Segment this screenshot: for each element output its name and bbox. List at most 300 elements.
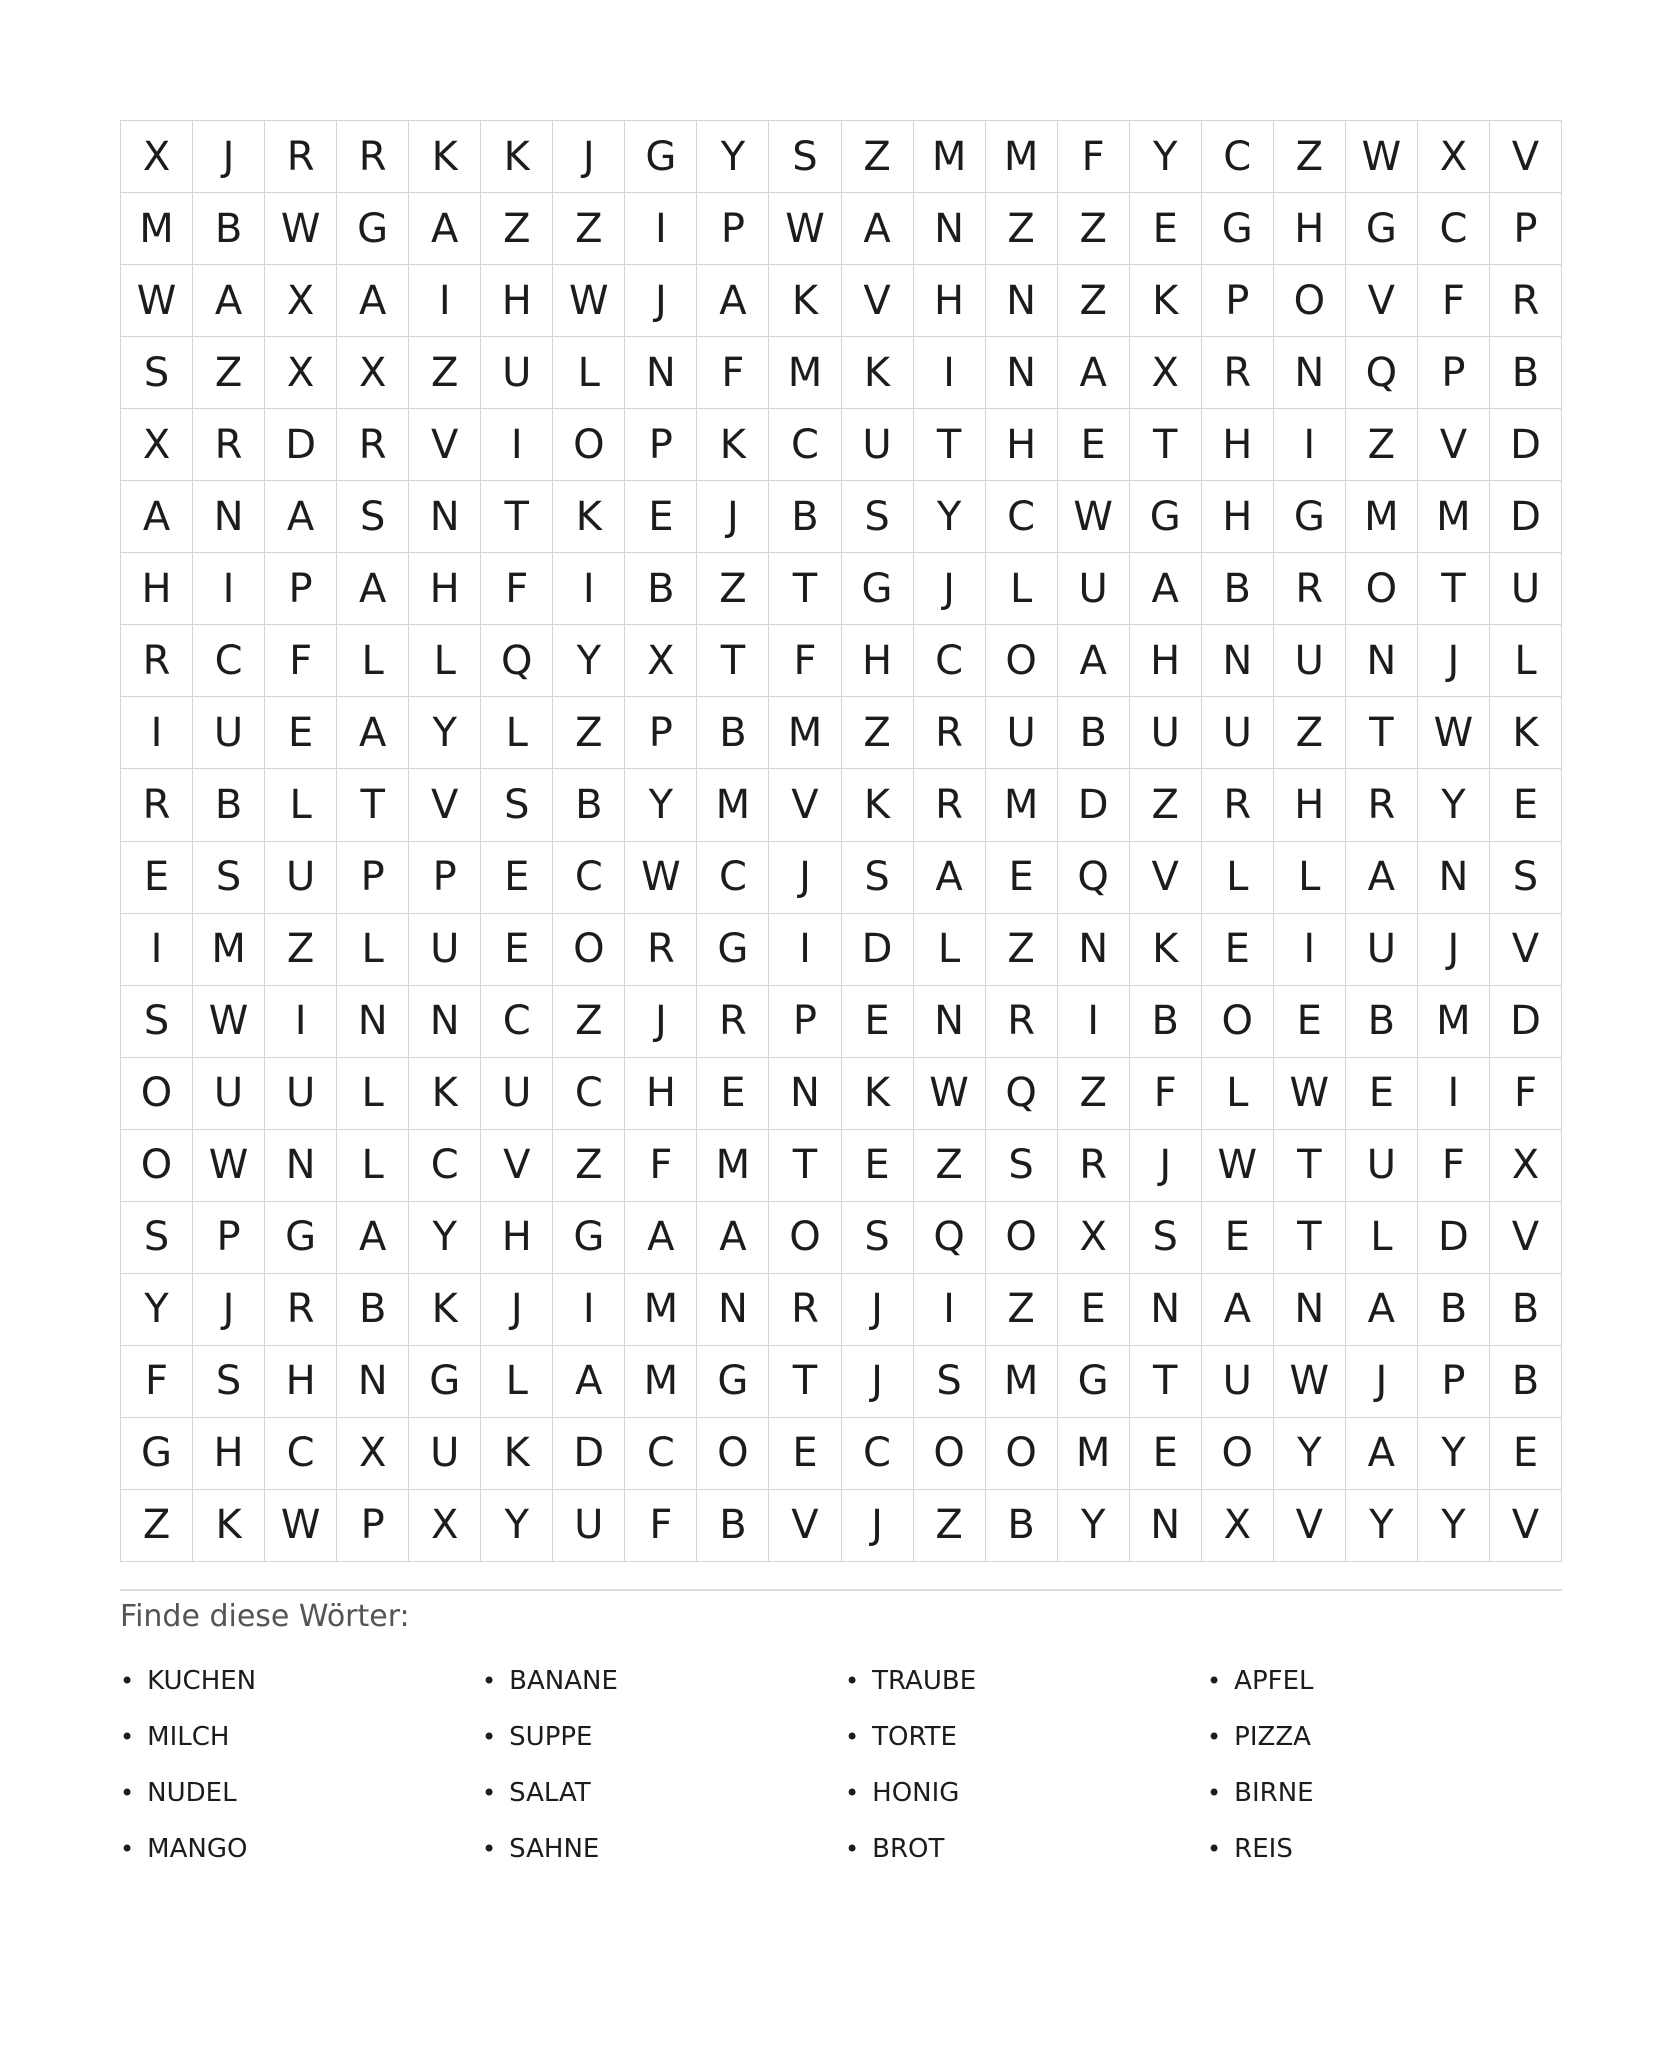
grid-cell[interactable]: A — [697, 265, 769, 337]
grid-cell[interactable]: I — [914, 1274, 986, 1346]
grid-cell[interactable]: W — [769, 193, 841, 265]
grid-cell[interactable]: A — [265, 481, 337, 553]
grid-cell[interactable]: X — [1058, 1202, 1130, 1274]
grid-cell[interactable]: E — [697, 1058, 769, 1130]
grid-cell[interactable]: V — [481, 1130, 553, 1202]
grid-cell[interactable]: R — [625, 914, 697, 986]
grid-cell[interactable]: P — [337, 842, 409, 914]
grid-cell[interactable]: Z — [842, 121, 914, 193]
grid-cell[interactable]: Z — [914, 1490, 986, 1562]
grid-cell[interactable]: A — [842, 193, 914, 265]
grid-cell[interactable]: P — [697, 193, 769, 265]
grid-cell[interactable]: H — [986, 409, 1058, 481]
grid-cell[interactable]: U — [193, 1058, 265, 1130]
grid-cell[interactable]: K — [409, 1274, 481, 1346]
grid-cell[interactable]: V — [769, 769, 841, 841]
grid-cell[interactable]: U — [409, 1418, 481, 1490]
grid-cell[interactable]: S — [193, 842, 265, 914]
grid-cell[interactable]: I — [625, 193, 697, 265]
grid-cell[interactable]: U — [409, 914, 481, 986]
grid-cell[interactable]: Y — [1130, 121, 1202, 193]
grid-cell[interactable]: A — [553, 1346, 625, 1418]
grid-cell[interactable]: G — [553, 1202, 625, 1274]
grid-cell[interactable]: S — [842, 481, 914, 553]
grid-cell[interactable]: X — [625, 625, 697, 697]
grid-cell[interactable]: W — [265, 1490, 337, 1562]
grid-cell[interactable]: H — [842, 625, 914, 697]
grid-cell[interactable]: N — [1202, 625, 1274, 697]
grid-cell[interactable]: B — [1490, 1346, 1562, 1418]
grid-cell[interactable]: B — [1130, 986, 1202, 1058]
grid-cell[interactable]: J — [481, 1274, 553, 1346]
grid-cell[interactable]: U — [481, 337, 553, 409]
grid-cell[interactable]: I — [1418, 1058, 1490, 1130]
grid-cell[interactable]: D — [265, 409, 337, 481]
grid-cell[interactable]: J — [1418, 914, 1490, 986]
grid-cell[interactable]: F — [769, 625, 841, 697]
grid-cell[interactable]: G — [625, 121, 697, 193]
grid-cell[interactable]: W — [193, 1130, 265, 1202]
grid-cell[interactable]: Z — [1058, 193, 1130, 265]
grid-cell[interactable]: G — [121, 1418, 193, 1490]
grid-cell[interactable]: T — [481, 481, 553, 553]
grid-cell[interactable]: B — [193, 193, 265, 265]
grid-cell[interactable]: J — [697, 481, 769, 553]
grid-cell[interactable]: Z — [986, 914, 1058, 986]
grid-cell[interactable]: U — [1058, 553, 1130, 625]
grid-cell[interactable]: M — [769, 697, 841, 769]
grid-cell[interactable]: O — [121, 1130, 193, 1202]
grid-cell[interactable]: U — [265, 1058, 337, 1130]
grid-cell[interactable]: R — [1202, 337, 1274, 409]
grid-cell[interactable]: G — [1058, 1346, 1130, 1418]
grid-cell[interactable]: R — [337, 409, 409, 481]
grid-cell[interactable]: W — [1418, 697, 1490, 769]
grid-cell[interactable]: M — [1418, 986, 1490, 1058]
grid-cell[interactable]: R — [914, 697, 986, 769]
grid-cell[interactable]: L — [265, 769, 337, 841]
grid-cell[interactable]: A — [1346, 1418, 1418, 1490]
grid-cell[interactable]: E — [1274, 986, 1346, 1058]
grid-cell[interactable]: W — [193, 986, 265, 1058]
grid-cell[interactable]: C — [914, 625, 986, 697]
grid-cell[interactable]: N — [1130, 1490, 1202, 1562]
grid-cell[interactable]: Y — [1418, 1418, 1490, 1490]
grid-cell[interactable]: R — [265, 1274, 337, 1346]
grid-cell[interactable]: V — [1490, 1490, 1562, 1562]
grid-cell[interactable]: N — [769, 1058, 841, 1130]
grid-cell[interactable]: J — [842, 1274, 914, 1346]
grid-cell[interactable]: P — [265, 553, 337, 625]
grid-cell[interactable]: H — [1274, 193, 1346, 265]
grid-cell[interactable]: N — [409, 986, 481, 1058]
grid-cell[interactable]: Z — [842, 697, 914, 769]
grid-cell[interactable]: T — [914, 409, 986, 481]
grid-cell[interactable]: L — [481, 697, 553, 769]
grid-cell[interactable]: N — [265, 1130, 337, 1202]
grid-cell[interactable]: H — [265, 1346, 337, 1418]
grid-cell[interactable]: Z — [553, 1130, 625, 1202]
grid-cell[interactable]: E — [481, 914, 553, 986]
grid-cell[interactable]: N — [697, 1274, 769, 1346]
grid-cell[interactable]: C — [193, 625, 265, 697]
grid-cell[interactable]: K — [1130, 914, 1202, 986]
grid-cell[interactable]: P — [769, 986, 841, 1058]
grid-cell[interactable]: R — [1274, 553, 1346, 625]
grid-cell[interactable]: L — [986, 553, 1058, 625]
grid-cell[interactable]: C — [842, 1418, 914, 1490]
grid-cell[interactable]: N — [1274, 1274, 1346, 1346]
grid-cell[interactable]: S — [121, 337, 193, 409]
grid-cell[interactable]: I — [1274, 914, 1346, 986]
grid-cell[interactable]: N — [1130, 1274, 1202, 1346]
grid-cell[interactable]: V — [1490, 121, 1562, 193]
grid-cell[interactable]: U — [1202, 697, 1274, 769]
grid-cell[interactable]: Y — [625, 769, 697, 841]
grid-cell[interactable]: C — [769, 409, 841, 481]
grid-cell[interactable]: Y — [409, 1202, 481, 1274]
grid-cell[interactable]: N — [986, 337, 1058, 409]
grid-cell[interactable]: V — [1130, 842, 1202, 914]
grid-cell[interactable]: B — [625, 553, 697, 625]
grid-cell[interactable]: T — [697, 625, 769, 697]
grid-cell[interactable]: B — [1490, 337, 1562, 409]
grid-cell[interactable]: W — [1202, 1130, 1274, 1202]
grid-cell[interactable]: O — [1346, 553, 1418, 625]
grid-cell[interactable]: Y — [697, 121, 769, 193]
grid-cell[interactable]: L — [1274, 842, 1346, 914]
grid-cell[interactable]: C — [1202, 121, 1274, 193]
grid-cell[interactable]: H — [1202, 481, 1274, 553]
grid-cell[interactable]: O — [769, 1202, 841, 1274]
grid-cell[interactable]: E — [265, 697, 337, 769]
grid-cell[interactable]: X — [1418, 121, 1490, 193]
grid-cell[interactable]: B — [697, 1490, 769, 1562]
grid-cell[interactable]: C — [553, 1058, 625, 1130]
grid-cell[interactable]: R — [1058, 1130, 1130, 1202]
grid-cell[interactable]: X — [265, 265, 337, 337]
grid-cell[interactable]: B — [1346, 986, 1418, 1058]
grid-cell[interactable]: O — [1202, 1418, 1274, 1490]
grid-cell[interactable]: N — [986, 265, 1058, 337]
grid-cell[interactable]: E — [481, 842, 553, 914]
grid-cell[interactable]: I — [481, 409, 553, 481]
grid-cell[interactable]: E — [842, 986, 914, 1058]
grid-cell[interactable]: U — [193, 697, 265, 769]
grid-cell[interactable]: J — [1346, 1346, 1418, 1418]
grid-cell[interactable]: Z — [1274, 121, 1346, 193]
grid-cell[interactable]: T — [337, 769, 409, 841]
grid-cell[interactable]: Z — [409, 337, 481, 409]
grid-cell[interactable]: W — [553, 265, 625, 337]
grid-cell[interactable]: S — [121, 986, 193, 1058]
grid-cell[interactable]: U — [1202, 1346, 1274, 1418]
grid-cell[interactable]: M — [121, 193, 193, 265]
grid-cell[interactable]: A — [121, 481, 193, 553]
grid-cell[interactable]: G — [1130, 481, 1202, 553]
grid-cell[interactable]: X — [1202, 1490, 1274, 1562]
grid-cell[interactable]: J — [1130, 1130, 1202, 1202]
grid-cell[interactable]: G — [337, 193, 409, 265]
grid-cell[interactable]: J — [769, 842, 841, 914]
grid-cell[interactable]: F — [1058, 121, 1130, 193]
grid-cell[interactable]: Y — [481, 1490, 553, 1562]
grid-cell[interactable]: Z — [553, 697, 625, 769]
grid-cell[interactable]: A — [337, 1202, 409, 1274]
grid-cell[interactable]: O — [1202, 986, 1274, 1058]
grid-cell[interactable]: T — [1274, 1202, 1346, 1274]
grid-cell[interactable]: K — [769, 265, 841, 337]
grid-cell[interactable]: J — [625, 265, 697, 337]
grid-cell[interactable]: R — [769, 1274, 841, 1346]
grid-cell[interactable]: B — [986, 1490, 1058, 1562]
grid-cell[interactable]: C — [625, 1418, 697, 1490]
grid-cell[interactable]: M — [769, 337, 841, 409]
grid-cell[interactable]: F — [121, 1346, 193, 1418]
grid-cell[interactable]: Y — [121, 1274, 193, 1346]
grid-cell[interactable]: U — [1346, 914, 1418, 986]
grid-cell[interactable]: R — [193, 409, 265, 481]
grid-cell[interactable]: W — [265, 193, 337, 265]
grid-cell[interactable]: U — [986, 697, 1058, 769]
grid-cell[interactable]: K — [842, 337, 914, 409]
grid-cell[interactable]: Q — [481, 625, 553, 697]
grid-cell[interactable]: L — [481, 1346, 553, 1418]
grid-cell[interactable]: V — [1274, 1490, 1346, 1562]
grid-cell[interactable]: H — [193, 1418, 265, 1490]
grid-cell[interactable]: P — [1490, 193, 1562, 265]
grid-cell[interactable]: Z — [914, 1130, 986, 1202]
grid-cell[interactable]: E — [986, 842, 1058, 914]
grid-cell[interactable]: L — [914, 914, 986, 986]
grid-cell[interactable]: W — [121, 265, 193, 337]
grid-cell[interactable]: I — [409, 265, 481, 337]
grid-cell[interactable]: P — [193, 1202, 265, 1274]
grid-cell[interactable]: H — [1274, 769, 1346, 841]
grid-cell[interactable]: R — [1202, 769, 1274, 841]
grid-cell[interactable]: N — [337, 986, 409, 1058]
grid-cell[interactable]: Z — [1274, 697, 1346, 769]
grid-cell[interactable]: N — [1418, 842, 1490, 914]
grid-cell[interactable]: N — [625, 337, 697, 409]
grid-cell[interactable]: Y — [1346, 1490, 1418, 1562]
grid-cell[interactable]: C — [265, 1418, 337, 1490]
grid-cell[interactable]: C — [481, 986, 553, 1058]
grid-cell[interactable]: L — [1490, 625, 1562, 697]
grid-cell[interactable]: P — [1418, 1346, 1490, 1418]
grid-cell[interactable]: Y — [409, 697, 481, 769]
grid-cell[interactable]: Y — [1418, 769, 1490, 841]
grid-cell[interactable]: S — [121, 1202, 193, 1274]
grid-cell[interactable]: X — [265, 337, 337, 409]
grid-cell[interactable]: B — [553, 769, 625, 841]
grid-cell[interactable]: D — [1418, 1202, 1490, 1274]
grid-cell[interactable]: O — [986, 1202, 1058, 1274]
grid-cell[interactable]: Z — [1058, 265, 1130, 337]
grid-cell[interactable]: S — [1130, 1202, 1202, 1274]
grid-cell[interactable]: D — [842, 914, 914, 986]
grid-cell[interactable]: A — [409, 193, 481, 265]
grid-cell[interactable]: V — [409, 409, 481, 481]
grid-cell[interactable]: R — [697, 986, 769, 1058]
grid-cell[interactable]: U — [265, 842, 337, 914]
grid-cell[interactable]: X — [1130, 337, 1202, 409]
grid-cell[interactable]: A — [914, 842, 986, 914]
grid-cell[interactable]: F — [625, 1490, 697, 1562]
grid-cell[interactable]: X — [121, 121, 193, 193]
grid-cell[interactable]: M — [697, 1130, 769, 1202]
grid-cell[interactable]: M — [625, 1346, 697, 1418]
grid-cell[interactable]: L — [409, 625, 481, 697]
grid-cell[interactable]: G — [1346, 193, 1418, 265]
grid-cell[interactable]: A — [1130, 553, 1202, 625]
grid-cell[interactable]: E — [1130, 193, 1202, 265]
grid-cell[interactable]: M — [697, 769, 769, 841]
grid-cell[interactable]: I — [121, 914, 193, 986]
grid-cell[interactable]: B — [1418, 1274, 1490, 1346]
grid-cell[interactable]: N — [1058, 914, 1130, 986]
grid-cell[interactable]: H — [481, 1202, 553, 1274]
grid-cell[interactable]: H — [625, 1058, 697, 1130]
grid-cell[interactable]: D — [1490, 986, 1562, 1058]
grid-cell[interactable]: G — [409, 1346, 481, 1418]
grid-cell[interactable]: I — [914, 337, 986, 409]
grid-cell[interactable]: E — [1130, 1418, 1202, 1490]
grid-cell[interactable]: K — [1490, 697, 1562, 769]
grid-cell[interactable]: E — [1058, 1274, 1130, 1346]
grid-cell[interactable]: R — [986, 986, 1058, 1058]
grid-cell[interactable]: F — [265, 625, 337, 697]
grid-cell[interactable]: I — [553, 1274, 625, 1346]
grid-cell[interactable]: Z — [1130, 769, 1202, 841]
grid-cell[interactable]: R — [265, 121, 337, 193]
grid-cell[interactable]: T — [769, 1346, 841, 1418]
grid-cell[interactable]: U — [1274, 625, 1346, 697]
grid-cell[interactable]: E — [625, 481, 697, 553]
grid-cell[interactable]: T — [769, 1130, 841, 1202]
grid-cell[interactable]: A — [1058, 625, 1130, 697]
grid-cell[interactable]: M — [1058, 1418, 1130, 1490]
grid-cell[interactable]: X — [409, 1490, 481, 1562]
grid-cell[interactable]: Y — [553, 625, 625, 697]
grid-cell[interactable]: I — [193, 553, 265, 625]
grid-cell[interactable]: M — [986, 121, 1058, 193]
grid-cell[interactable]: A — [1346, 1274, 1418, 1346]
grid-cell[interactable]: D — [1490, 481, 1562, 553]
grid-cell[interactable]: C — [986, 481, 1058, 553]
grid-cell[interactable]: S — [481, 769, 553, 841]
grid-cell[interactable]: B — [193, 769, 265, 841]
grid-cell[interactable]: H — [1130, 625, 1202, 697]
grid-cell[interactable]: S — [1490, 842, 1562, 914]
grid-cell[interactable]: I — [1058, 986, 1130, 1058]
grid-cell[interactable]: H — [914, 265, 986, 337]
grid-cell[interactable]: A — [625, 1202, 697, 1274]
grid-cell[interactable]: O — [986, 1418, 1058, 1490]
grid-cell[interactable]: E — [1490, 1418, 1562, 1490]
grid-cell[interactable]: W — [1346, 121, 1418, 193]
grid-cell[interactable]: L — [337, 914, 409, 986]
grid-cell[interactable]: O — [1274, 265, 1346, 337]
grid-cell[interactable]: H — [1202, 409, 1274, 481]
grid-cell[interactable]: Y — [1418, 1490, 1490, 1562]
grid-cell[interactable]: L — [337, 1058, 409, 1130]
grid-cell[interactable]: R — [121, 769, 193, 841]
grid-cell[interactable]: D — [1490, 409, 1562, 481]
grid-cell[interactable]: A — [193, 265, 265, 337]
grid-cell[interactable]: D — [1058, 769, 1130, 841]
grid-cell[interactable]: H — [121, 553, 193, 625]
grid-cell[interactable]: V — [1346, 265, 1418, 337]
grid-cell[interactable]: F — [1130, 1058, 1202, 1130]
grid-cell[interactable]: E — [1202, 914, 1274, 986]
grid-cell[interactable]: T — [1130, 1346, 1202, 1418]
grid-cell[interactable]: J — [1418, 625, 1490, 697]
grid-cell[interactable]: E — [1058, 409, 1130, 481]
grid-cell[interactable]: R — [1490, 265, 1562, 337]
grid-cell[interactable]: I — [121, 697, 193, 769]
grid-cell[interactable]: G — [1202, 193, 1274, 265]
grid-cell[interactable]: S — [842, 1202, 914, 1274]
grid-cell[interactable]: X — [337, 337, 409, 409]
grid-cell[interactable]: E — [842, 1130, 914, 1202]
grid-cell[interactable]: B — [1202, 553, 1274, 625]
grid-cell[interactable]: F — [481, 553, 553, 625]
grid-cell[interactable]: L — [1202, 842, 1274, 914]
grid-cell[interactable]: F — [1418, 265, 1490, 337]
grid-cell[interactable]: Q — [1058, 842, 1130, 914]
grid-cell[interactable]: P — [625, 409, 697, 481]
grid-cell[interactable]: M — [986, 1346, 1058, 1418]
grid-cell[interactable]: W — [1058, 481, 1130, 553]
grid-cell[interactable]: V — [769, 1490, 841, 1562]
grid-cell[interactable]: H — [481, 265, 553, 337]
grid-cell[interactable]: G — [697, 914, 769, 986]
grid-cell[interactable]: O — [121, 1058, 193, 1130]
grid-cell[interactable]: J — [625, 986, 697, 1058]
grid-cell[interactable]: J — [842, 1346, 914, 1418]
grid-cell[interactable]: H — [409, 553, 481, 625]
grid-cell[interactable]: S — [914, 1346, 986, 1418]
grid-cell[interactable]: G — [265, 1202, 337, 1274]
grid-cell[interactable]: E — [1490, 769, 1562, 841]
grid-cell[interactable]: N — [337, 1346, 409, 1418]
grid-cell[interactable]: S — [193, 1346, 265, 1418]
grid-cell[interactable]: V — [1418, 409, 1490, 481]
grid-cell[interactable]: Y — [1058, 1490, 1130, 1562]
grid-cell[interactable]: K — [193, 1490, 265, 1562]
grid-cell[interactable]: A — [1058, 337, 1130, 409]
grid-cell[interactable]: A — [697, 1202, 769, 1274]
grid-cell[interactable]: Z — [193, 337, 265, 409]
grid-cell[interactable]: V — [842, 265, 914, 337]
grid-cell[interactable]: K — [553, 481, 625, 553]
grid-cell[interactable]: J — [842, 1490, 914, 1562]
grid-cell[interactable]: T — [1130, 409, 1202, 481]
grid-cell[interactable]: L — [337, 1130, 409, 1202]
grid-cell[interactable]: Q — [986, 1058, 1058, 1130]
grid-cell[interactable]: M — [1418, 481, 1490, 553]
grid-cell[interactable]: U — [842, 409, 914, 481]
grid-cell[interactable]: P — [625, 697, 697, 769]
grid-cell[interactable]: R — [914, 769, 986, 841]
grid-cell[interactable]: T — [1274, 1130, 1346, 1202]
grid-cell[interactable]: A — [337, 697, 409, 769]
grid-cell[interactable]: W — [625, 842, 697, 914]
grid-cell[interactable]: N — [193, 481, 265, 553]
grid-cell[interactable]: X — [337, 1418, 409, 1490]
grid-cell[interactable]: C — [553, 842, 625, 914]
